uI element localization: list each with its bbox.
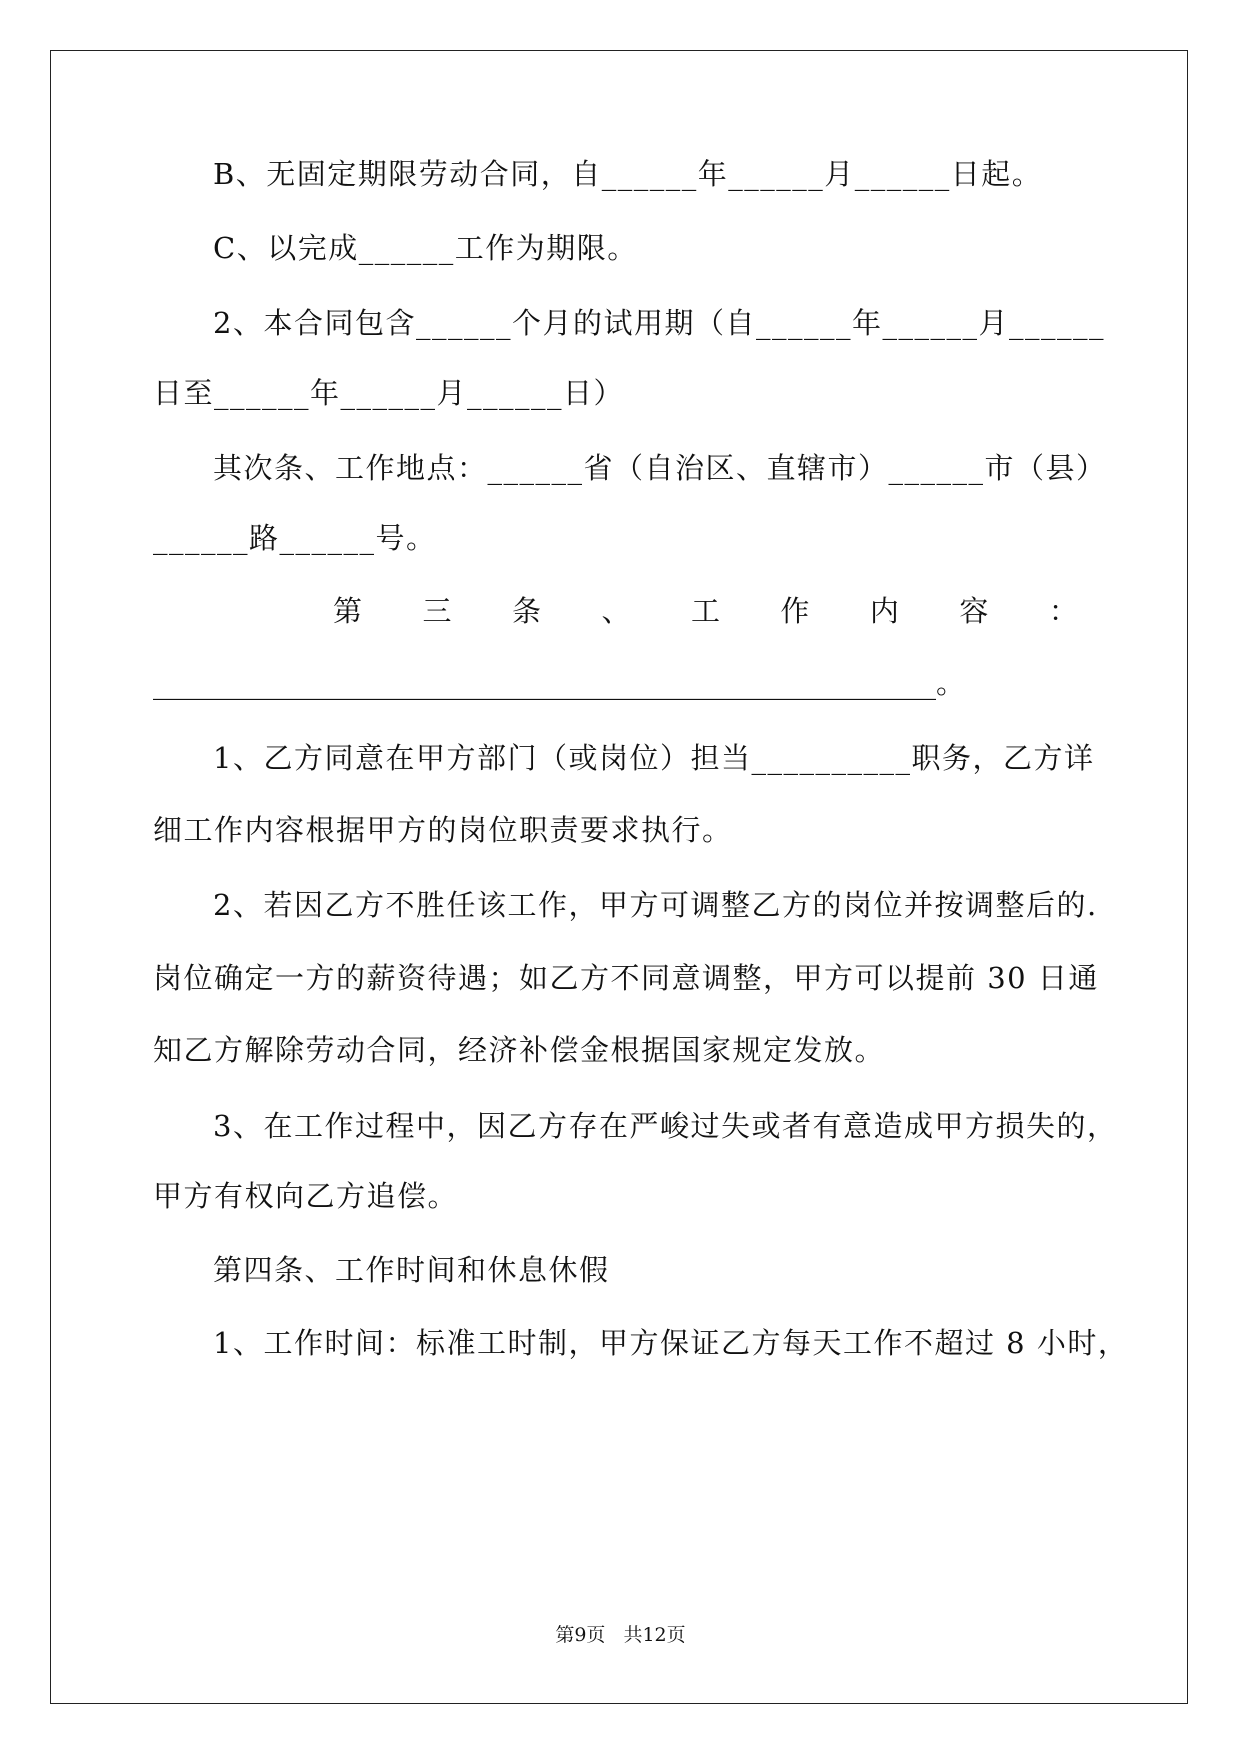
text-line: 2、本合同包含______个月的试用期（自______年______月______ — [213, 306, 1105, 340]
text-line: C、以完成______工作为期限。 — [213, 231, 638, 265]
heading-char: ： — [1048, 594, 1078, 628]
text-line: 2、若因乙方不胜任该工作，甲方可调整乙方的岗位并按调整后的. — [213, 888, 1098, 922]
heading-char: 三 — [422, 594, 452, 628]
heading-char: 容 — [959, 594, 989, 628]
heading-char: 作 — [780, 594, 810, 628]
text-line: 其次条、工作地点：______省（自治区、直辖市）______市（县） — [213, 451, 1107, 485]
heading-char: 内 — [869, 594, 899, 628]
text-line: 1、工作时间：标准工时制，甲方保证乙方每天工作不超过 8 小时， — [213, 1326, 1129, 1360]
heading-char: 、 — [601, 594, 631, 628]
text-line: ______路______号。 — [153, 521, 437, 555]
page-footer — [0, 1620, 1241, 1647]
text-line: ______________________________________________________。 — [153, 666, 966, 700]
text-line: 1、乙方同意在甲方部门（或岗位）担当__________职务，乙方详 — [213, 741, 1095, 775]
text-line: 知乙方解除劳动合同，经济补偿金根据国家规定发放。 — [153, 1033, 886, 1067]
page-number: 第9页 — [555, 1624, 606, 1646]
heading-char: 第 — [333, 594, 363, 628]
text-line: 岗位确定一方的薪资待遇；如乙方不同意调整，甲方可以提前 30 日通 — [153, 961, 1099, 995]
text-line: 3、在工作过程中，因乙方存在严峻过失或者有意造成甲方损失的， — [213, 1109, 1118, 1143]
heading-char: 条 — [511, 594, 541, 628]
heading-char: 工 — [690, 594, 720, 628]
page-total: 共12页 — [623, 1624, 686, 1646]
text-line: 细工作内容根据甲方的岗位职责要求执行。 — [153, 813, 733, 847]
text-line: 甲方有权向乙方追偿。 — [153, 1179, 459, 1213]
text-line: B、无固定期限劳动合同，自______年______月______日起。 — [213, 157, 1043, 191]
text-line: 第四条、工作时间和休息休假 — [213, 1253, 610, 1287]
text-line: 日至______年______月______日） — [153, 376, 625, 410]
page-border — [50, 50, 1188, 1704]
section-heading-3 — [333, 593, 1078, 629]
